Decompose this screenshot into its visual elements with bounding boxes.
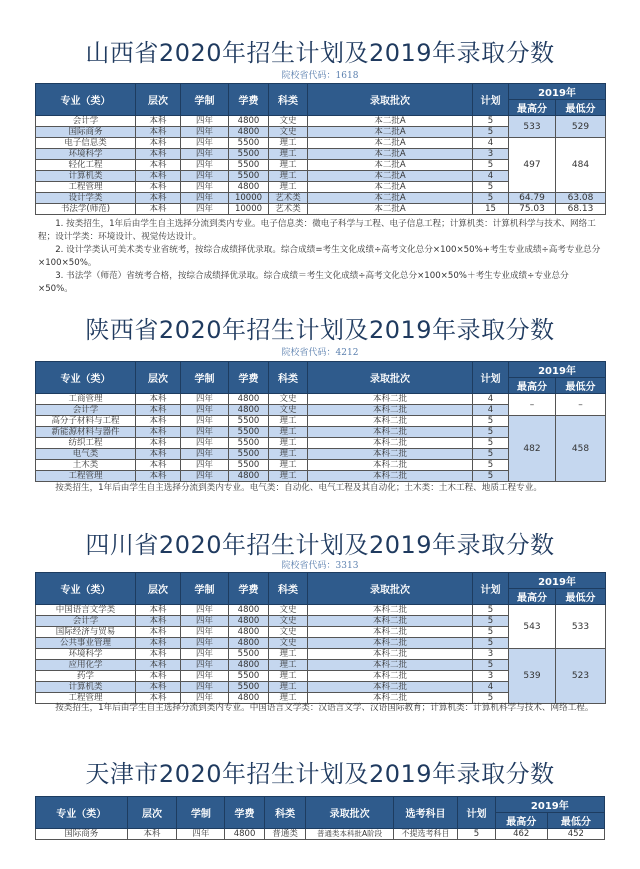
plan-cell: 4	[473, 171, 509, 182]
duration-cell: 四年	[181, 405, 229, 416]
table-row	[36, 394, 606, 405]
plan-cell: 5	[473, 427, 509, 438]
min-score-cell: 63.08	[556, 193, 606, 204]
max-score-cell: 462	[495, 829, 547, 840]
header-fee: 学费	[229, 362, 269, 394]
level-cell: 本科	[136, 649, 181, 660]
batch-cell: 本科二批	[308, 627, 473, 638]
shanxi-title: 山西省2020年招生计划及2019年录取分数	[85, 39, 555, 67]
plan-cell: 5	[473, 416, 509, 427]
level-cell: 本科	[136, 638, 181, 649]
major-cell: 计算机类	[36, 682, 136, 693]
shanxi-section	[0, 38, 640, 82]
tianjin-table	[35, 796, 605, 840]
table-row	[36, 138, 606, 149]
duration-cell: 四年	[177, 829, 225, 840]
sichuan-notes	[38, 702, 603, 715]
level-cell: 本科	[136, 116, 181, 127]
level-cell: 本科	[136, 693, 181, 704]
level-cell: 本科	[136, 149, 181, 160]
max-score-cell: 539	[509, 649, 556, 704]
header-duration: 学制	[181, 84, 229, 116]
header-plan: 计划	[473, 573, 509, 605]
header-batch: 录取批次	[308, 573, 473, 605]
level-cell: 本科	[136, 204, 181, 215]
header-year: 2019年	[509, 573, 606, 589]
duration-cell: 四年	[181, 627, 229, 638]
note-paragraph: 1. 按类招生，1年后由学生自主选择分流到类内专业。电子信息类：微电子科学与工程、电子信息工程；计算机类：计算机科学与技术、网络工程；设计学类：环境设计、视觉传达设计。	[38, 219, 596, 242]
duration-cell: 四年	[181, 416, 229, 427]
plan-cell: 3	[473, 671, 509, 682]
category-cell: 文史	[269, 605, 308, 616]
subjects-cell: 不提选考科目	[393, 829, 457, 840]
major-cell: 药学	[36, 671, 136, 682]
level-cell: 本科	[136, 449, 181, 460]
category-cell: 理工	[269, 149, 308, 160]
level-cell: 本科	[127, 829, 177, 840]
header-max: 最高分	[509, 100, 556, 116]
duration-cell: 四年	[181, 427, 229, 438]
min-score-cell: 68.13	[556, 204, 606, 215]
category-cell: 理工	[269, 693, 308, 704]
sichuan-table	[35, 572, 606, 704]
header-duration: 学制	[181, 573, 229, 605]
table-row	[36, 605, 606, 616]
note-paragraph: 按类招生，1年后由学生自主选择分流到类内专业。中国语言文学类：汉语言文学、汉语国际教育；计算机类：计算机科学与技术、网络工程。	[55, 703, 594, 713]
fee-cell: 4800	[229, 471, 269, 482]
header-year: 2019年	[509, 362, 606, 378]
level-cell: 本科	[136, 616, 181, 627]
shaanxi-school-code: 院校省代码：4212	[281, 348, 359, 358]
level-cell: 本科	[136, 416, 181, 427]
header-batch: 录取批次	[306, 797, 393, 829]
shaanxi-table	[35, 361, 606, 482]
plan-cell: 5	[473, 605, 509, 616]
header-min: 最低分	[556, 589, 606, 605]
category-cell: 文史	[269, 638, 308, 649]
header-fee: 学费	[229, 573, 269, 605]
header-category: 科类	[269, 362, 308, 394]
min-score-cell: 484	[556, 138, 606, 193]
fee-cell: 5500	[229, 438, 269, 449]
batch-cell: 本科二批	[308, 394, 473, 405]
batch-cell: 本科二批	[308, 449, 473, 460]
header-max: 最高分	[509, 589, 556, 605]
header-plan: 计划	[473, 84, 509, 116]
category-cell: 文史	[269, 116, 308, 127]
batch-cell: 本科二批	[308, 682, 473, 693]
batch-cell: 本二批A	[308, 138, 473, 149]
fee-cell: 4800	[225, 829, 265, 840]
level-cell: 本科	[136, 438, 181, 449]
plan-cell: 5	[473, 693, 509, 704]
fee-cell: 4800	[229, 394, 269, 405]
major-cell: 工程管理	[36, 471, 136, 482]
min-score-cell: 523	[556, 649, 606, 704]
major-cell: 工程管理	[36, 693, 136, 704]
header-fee: 学费	[229, 84, 269, 116]
batch-cell: 本科二批	[308, 471, 473, 482]
plan-cell: 5	[473, 193, 509, 204]
category-cell: 文史	[269, 405, 308, 416]
level-cell: 本科	[136, 682, 181, 693]
level-cell: 本科	[136, 660, 181, 671]
category-cell: 理工	[269, 160, 308, 171]
sichuan-school-code: 院校省代码：3313	[281, 561, 359, 571]
batch-cell: 本科二批	[308, 438, 473, 449]
batch-cell: 普通类本科批A阶段	[306, 829, 393, 840]
header-major: 专业（类）	[36, 573, 136, 605]
header-major: 专业（类）	[36, 84, 136, 116]
batch-cell: 本二批A	[308, 182, 473, 193]
header-min: 最低分	[556, 100, 606, 116]
major-cell: 高分子材料与工程	[36, 416, 136, 427]
tianjin-title: 天津市2020年招生计划及2019年录取分数	[85, 760, 555, 788]
duration-cell: 四年	[181, 616, 229, 627]
fee-cell: 5500	[229, 449, 269, 460]
category-cell: 文史	[269, 616, 308, 627]
duration-cell: 四年	[181, 682, 229, 693]
duration-cell: 四年	[181, 182, 229, 193]
fee-cell: 4800	[229, 182, 269, 193]
major-cell: 环境科学	[36, 649, 136, 660]
duration-cell: 四年	[181, 638, 229, 649]
level-cell: 本科	[136, 627, 181, 638]
sichuan-title: 四川省2020年招生计划及2019年录取分数	[85, 531, 555, 559]
note-paragraph: 2. 设计学类认可美术类专业省统考，按综合成绩择优录取。综合成绩=考生文化成绩÷高考文化总分×100×50%+考生专业成绩÷高考专业总分×100×50%。	[38, 245, 601, 268]
category-cell: 理工	[269, 171, 308, 182]
plan-cell: 5	[473, 182, 509, 193]
duration-cell: 四年	[181, 193, 229, 204]
header-subjects: 选考科目	[393, 797, 457, 829]
batch-cell: 本科二批	[308, 405, 473, 416]
fee-cell: 4800	[229, 127, 269, 138]
header-min: 最低分	[556, 378, 606, 394]
header-max: 最高分	[509, 378, 556, 394]
header-year: 2019年	[509, 84, 606, 100]
fee-cell: 5500	[229, 149, 269, 160]
fee-cell: 5500	[229, 460, 269, 471]
duration-cell: 四年	[181, 171, 229, 182]
level-cell: 本科	[136, 127, 181, 138]
table-row	[36, 416, 606, 427]
batch-cell: 本二批A	[308, 160, 473, 171]
plan-cell: 5	[473, 627, 509, 638]
duration-cell: 四年	[181, 127, 229, 138]
plan-cell: 5	[473, 160, 509, 171]
shaanxi-title: 陕西省2020年招生计划及2019年录取分数	[85, 316, 555, 344]
duration-cell: 四年	[181, 160, 229, 171]
fee-cell: 4800	[229, 605, 269, 616]
plan-cell: 5	[473, 616, 509, 627]
batch-cell: 本二批A	[308, 193, 473, 204]
max-score-cell: 497	[509, 138, 556, 193]
header-major: 专业（类）	[36, 362, 136, 394]
plan-cell: 5	[458, 829, 495, 840]
duration-cell: 四年	[181, 693, 229, 704]
batch-cell: 本二批A	[308, 116, 473, 127]
header-plan: 计划	[473, 362, 509, 394]
plan-cell: 5	[473, 116, 509, 127]
shanxi-table	[35, 83, 606, 215]
plan-cell: 4	[473, 394, 509, 405]
max-score-cell: 64.79	[509, 193, 556, 204]
level-cell: 本科	[136, 171, 181, 182]
min-score-cell: 533	[556, 605, 606, 649]
major-cell: 电子信息类	[36, 138, 136, 149]
major-cell: 土木类	[36, 460, 136, 471]
batch-cell: 本二批A	[308, 204, 473, 215]
level-cell: 本科	[136, 394, 181, 405]
plan-cell: 4	[473, 138, 509, 149]
shaanxi-notes	[38, 482, 603, 495]
fee-cell: 4800	[229, 616, 269, 627]
max-score-cell: 533	[509, 116, 556, 138]
major-cell: 工程管理	[36, 182, 136, 193]
category-cell: 理工	[269, 660, 308, 671]
max-score-cell: 543	[509, 605, 556, 649]
category-cell: 理工	[269, 649, 308, 660]
major-cell: 会计学	[36, 616, 136, 627]
batch-cell: 本科二批	[308, 605, 473, 616]
max-score-cell: 482	[509, 416, 556, 482]
fee-cell: 10000	[229, 193, 269, 204]
level-cell: 本科	[136, 460, 181, 471]
tianjin-section	[0, 759, 640, 789]
batch-cell: 本科二批	[308, 460, 473, 471]
level-cell: 本科	[136, 138, 181, 149]
plan-cell: 5	[473, 638, 509, 649]
table-row	[36, 649, 606, 660]
category-cell: 理工	[269, 671, 308, 682]
level-cell: 本科	[136, 427, 181, 438]
header-level: 层次	[136, 573, 181, 605]
fee-cell: 5500	[229, 160, 269, 171]
batch-cell: 本科二批	[308, 416, 473, 427]
major-cell: 新能源材料与器件	[36, 427, 136, 438]
header-min: 最低分	[547, 813, 604, 829]
major-cell: 应用化学	[36, 660, 136, 671]
sichuan-section	[0, 530, 640, 572]
note-paragraph: 按类招生，1年后由学生自主选择分流到类内专业。电气类：自动化、电气工程及其自动化；土木类：土木工程、地质工程专业。	[55, 483, 542, 493]
fee-cell: 4800	[229, 660, 269, 671]
category-cell: 理工	[269, 427, 308, 438]
major-cell: 轻化工程	[36, 160, 136, 171]
shanxi-notes	[38, 218, 603, 296]
batch-cell: 本二批A	[308, 149, 473, 160]
header-level: 层次	[127, 797, 177, 829]
category-cell: 文史	[269, 394, 308, 405]
plan-cell: 5	[473, 438, 509, 449]
category-cell: 理工	[269, 182, 308, 193]
batch-cell: 本科二批	[308, 671, 473, 682]
category-cell: 理工	[269, 138, 308, 149]
batch-cell: 本科二批	[308, 638, 473, 649]
table-row	[36, 204, 606, 215]
batch-cell: 本科二批	[308, 693, 473, 704]
major-cell: 国际商务	[36, 127, 136, 138]
batch-cell: 本科二批	[308, 660, 473, 671]
category-cell: 理工	[269, 416, 308, 427]
header-major: 专业（类）	[36, 797, 128, 829]
major-cell: 中国语言文学类	[36, 605, 136, 616]
fee-cell: 4800	[229, 627, 269, 638]
fee-cell: 5500	[229, 138, 269, 149]
plan-cell: 3	[473, 649, 509, 660]
header-fee: 学费	[225, 797, 265, 829]
table-row	[36, 193, 606, 204]
level-cell: 本科	[136, 671, 181, 682]
header-batch: 录取批次	[308, 362, 473, 394]
duration-cell: 四年	[181, 204, 229, 215]
fee-cell: 5500	[229, 416, 269, 427]
shanxi-school-code: 院校省代码：1618	[281, 71, 359, 81]
header-level: 层次	[136, 84, 181, 116]
shaanxi-section	[0, 315, 640, 359]
min-score-cell: –	[556, 394, 606, 416]
table-row	[36, 829, 605, 840]
category-cell: 理工	[269, 460, 308, 471]
plan-cell: 3	[473, 149, 509, 160]
duration-cell: 四年	[181, 449, 229, 460]
category-cell: 艺术类	[269, 193, 308, 204]
duration-cell: 四年	[181, 671, 229, 682]
table-row	[36, 116, 606, 127]
fee-cell: 4800	[229, 693, 269, 704]
category-cell: 理工	[269, 471, 308, 482]
duration-cell: 四年	[181, 116, 229, 127]
major-cell: 会计学	[36, 405, 136, 416]
header-plan: 计划	[458, 797, 495, 829]
major-cell: 工商管理	[36, 394, 136, 405]
plan-cell: 15	[473, 204, 509, 215]
category-cell: 普通类	[264, 829, 306, 840]
duration-cell: 四年	[181, 394, 229, 405]
min-score-cell: 529	[556, 116, 606, 138]
fee-cell: 10000	[229, 204, 269, 215]
header-level: 层次	[136, 362, 181, 394]
header-category: 科类	[264, 797, 306, 829]
category-cell: 理工	[269, 449, 308, 460]
plan-cell: 4	[473, 405, 509, 416]
note-paragraph: 3. 书法学（师范）省统考合格，按综合成绩择优录取。综合成绩＝考生文化成绩÷高考文化总分×100×50%＋考生专业成绩÷专业总分×50%。	[38, 271, 569, 294]
plan-cell: 5	[473, 127, 509, 138]
duration-cell: 四年	[181, 138, 229, 149]
batch-cell: 本科二批	[308, 649, 473, 660]
level-cell: 本科	[136, 193, 181, 204]
fee-cell: 4800	[229, 116, 269, 127]
major-cell: 国际经济与贸易	[36, 627, 136, 638]
category-cell: 理工	[269, 682, 308, 693]
batch-cell: 本科二批	[308, 427, 473, 438]
duration-cell: 四年	[181, 460, 229, 471]
fee-cell: 5500	[229, 171, 269, 182]
plan-cell: 5	[473, 460, 509, 471]
duration-cell: 四年	[181, 149, 229, 160]
duration-cell: 四年	[181, 438, 229, 449]
major-cell: 会计学	[36, 116, 136, 127]
level-cell: 本科	[136, 160, 181, 171]
batch-cell: 本科二批	[308, 616, 473, 627]
batch-cell: 本二批A	[308, 127, 473, 138]
major-cell: 纺织工程	[36, 438, 136, 449]
plan-cell: 5	[473, 471, 509, 482]
category-cell: 理工	[269, 438, 308, 449]
level-cell: 本科	[136, 605, 181, 616]
duration-cell: 四年	[181, 660, 229, 671]
plan-cell: 5	[473, 449, 509, 460]
plan-cell: 5	[473, 660, 509, 671]
level-cell: 本科	[136, 405, 181, 416]
duration-cell: 四年	[181, 471, 229, 482]
category-cell: 文史	[269, 627, 308, 638]
category-cell: 文史	[269, 127, 308, 138]
level-cell: 本科	[136, 471, 181, 482]
max-score-cell: –	[509, 394, 556, 416]
level-cell: 本科	[136, 182, 181, 193]
major-cell: 国际商务	[36, 829, 128, 840]
major-cell: 公共事业管理	[36, 638, 136, 649]
header-year: 2019年	[495, 797, 604, 813]
min-score-cell: 452	[547, 829, 604, 840]
fee-cell: 5500	[229, 649, 269, 660]
duration-cell: 四年	[181, 649, 229, 660]
header-max: 最高分	[495, 813, 547, 829]
duration-cell: 四年	[181, 605, 229, 616]
category-cell: 艺术类	[269, 204, 308, 215]
header-batch: 录取批次	[308, 84, 473, 116]
fee-cell: 4800	[229, 638, 269, 649]
major-cell: 设计学类	[36, 193, 136, 204]
major-cell: 书法学(师范)	[36, 204, 136, 215]
fee-cell: 5500	[229, 671, 269, 682]
fee-cell: 4800	[229, 405, 269, 416]
max-score-cell: 75.03	[509, 204, 556, 215]
major-cell: 计算机类	[36, 171, 136, 182]
header-duration: 学制	[177, 797, 225, 829]
fee-cell: 5500	[229, 682, 269, 693]
batch-cell: 本二批A	[308, 171, 473, 182]
header-duration: 学制	[181, 362, 229, 394]
fee-cell: 5500	[229, 427, 269, 438]
header-category: 科类	[269, 84, 308, 116]
major-cell: 电气类	[36, 449, 136, 460]
major-cell: 环境科学	[36, 149, 136, 160]
plan-cell: 4	[473, 682, 509, 693]
header-category: 科类	[269, 573, 308, 605]
min-score-cell: 458	[556, 416, 606, 482]
